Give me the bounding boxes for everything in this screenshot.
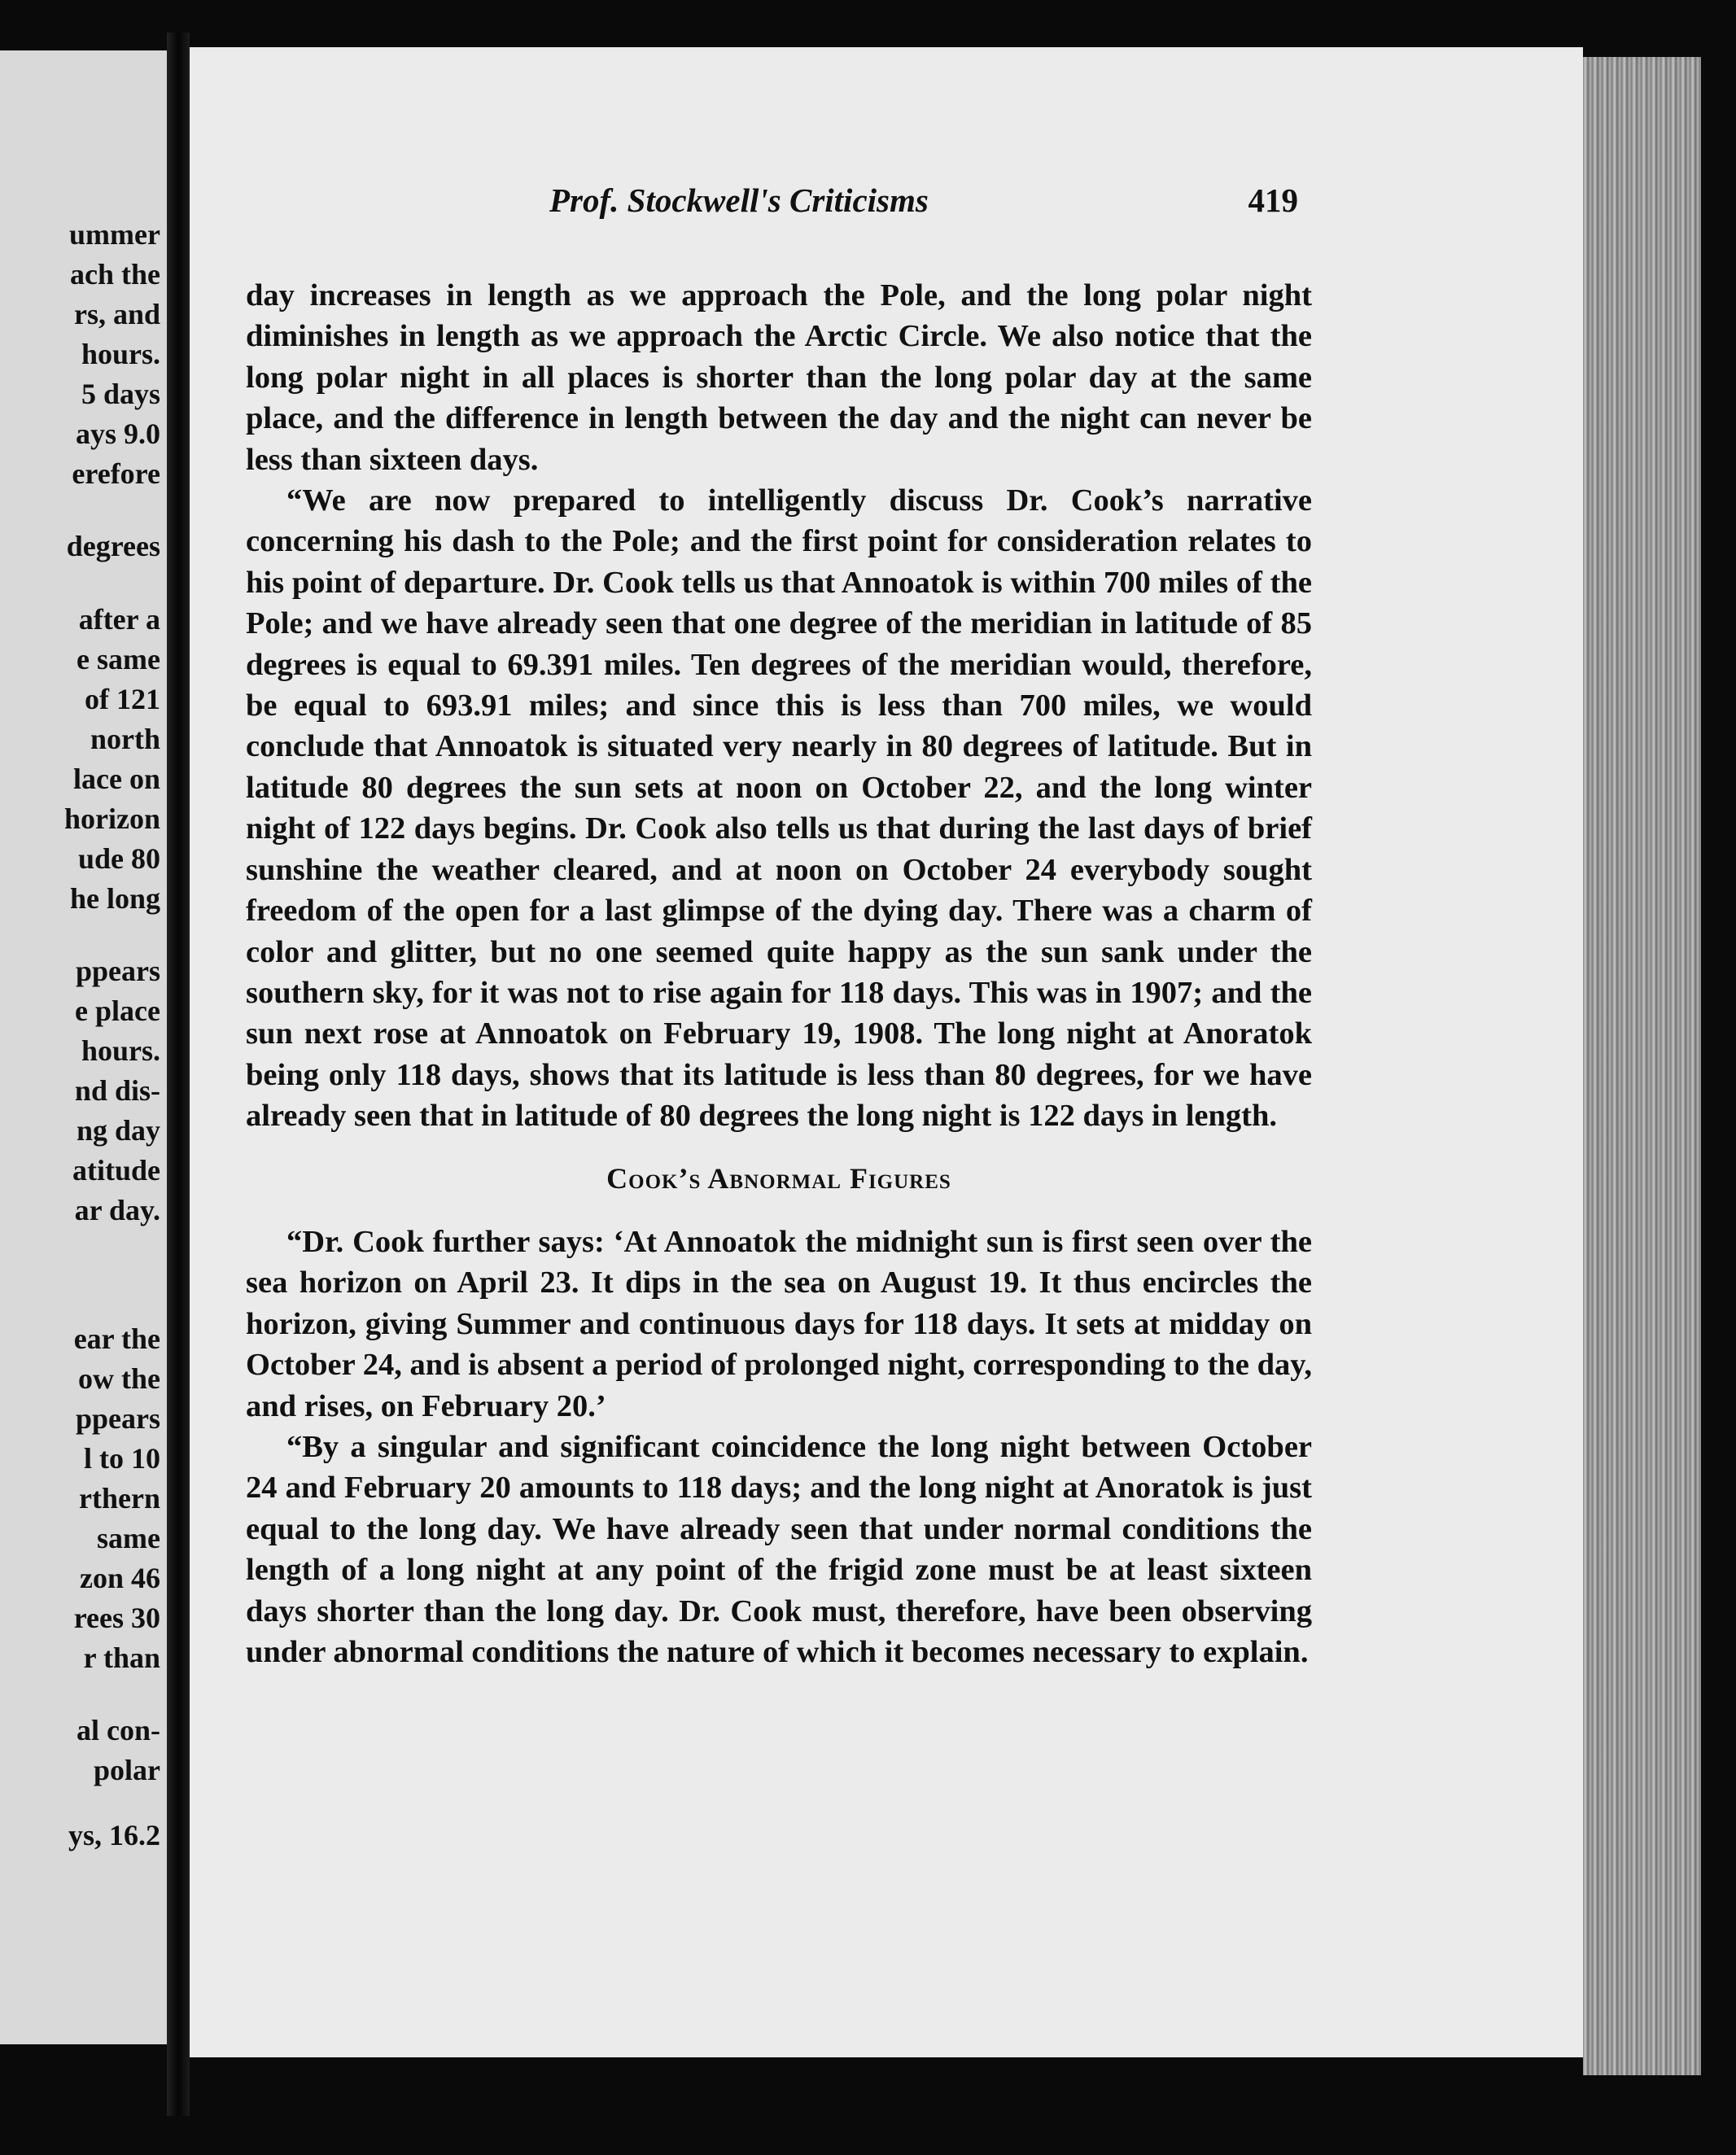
facing-page-line: ays 9.0 (75, 417, 160, 450)
facing-page-line: ppears (75, 1402, 160, 1435)
facing-page-line: rthern (79, 1482, 160, 1515)
facing-page-line: same (97, 1522, 160, 1554)
facing-page-line: ude 80 (77, 842, 160, 875)
facing-page-line: hours. (81, 1034, 160, 1067)
facing-page-line: e place (75, 994, 160, 1027)
page-number: 419 (1248, 181, 1298, 219)
running-title: Prof. Stockwell's Criticisms (549, 181, 929, 219)
facing-page-line: erefore (72, 457, 160, 490)
facing-page-line: lace on (73, 763, 160, 795)
facing-page-line: horizon (63, 802, 160, 835)
facing-page-line: ys, 16.2 (68, 1819, 160, 1851)
facing-page-line: after a (78, 603, 160, 636)
facing-page-line: ummer (69, 218, 160, 251)
facing-page-line: nd dis- (74, 1074, 160, 1107)
facing-page-line: ar day. (74, 1194, 160, 1226)
facing-page-line: al con- (77, 1714, 160, 1746)
facing-page-line: r than (83, 1641, 160, 1674)
facing-page-line: rs, and (73, 298, 160, 330)
facing-page-line: ppears (75, 955, 160, 987)
facing-page-line: ow the (78, 1362, 160, 1395)
facing-page-line: ach the (70, 258, 160, 291)
section-heading: Cook’s Abnormal Figures (606, 1161, 951, 1195)
facing-page-fragment (0, 50, 167, 2044)
paragraph: “Dr. Cook further says: ‘At Annoatok the midnight sun is first seen over the sea horizon on April 23. It dips in the sea on August 19. It thus encircles the horizon, giving Summer and continuous days for 118 days. It sets at midday on October 24, and is absent a period of prolonged night, corresponding to the day, and rises, on February 20.’ (246, 1224, 1312, 1423)
facing-page-line: atitude (72, 1154, 160, 1187)
body-text (246, 275, 1312, 1672)
facing-page-line: hours. (81, 338, 160, 370)
book-gutter (167, 33, 190, 2116)
running-head (549, 181, 1298, 229)
facing-page-line: north (90, 723, 160, 755)
paragraph: “By a singular and significant coincidence the long night between October 24 and February 20 amounts to 118 days; and the long night at Anoratok is just equal to the long day. We have already seen that under normal conditions the length of a long night at any point of the frigid zone must be at least sixteen days shorter than the long day. Dr. Cook must, therefore, have been observing under abnormal conditions the nature of which it becomes necessary to explain. (246, 1429, 1312, 1669)
facing-page-line: e same (77, 643, 160, 675)
facing-page-line: rees 30 (73, 1602, 160, 1634)
paragraph: day increases in length as we approach the Pole, and the long polar night diminishes in length as we approach the Arctic Circle. We also notice that the long polar night in all places is shorter than the long polar day at the same place, and the difference in length between the day and the night can never be less than sixteen days. (246, 278, 1312, 477)
facing-page-line: l to 10 (84, 1442, 160, 1475)
facing-page-line: degrees (66, 530, 160, 562)
facing-page-line: of 121 (85, 683, 160, 715)
facing-page-line: ng day (76, 1114, 160, 1147)
facing-page-line: 5 days (81, 378, 160, 410)
page-edge (1583, 57, 1701, 2075)
facing-page-line: polar (93, 1754, 160, 1786)
facing-page-line: zon 46 (80, 1562, 160, 1594)
paragraph: “We are now prepared to intelligently discuss Dr. Cook’s narrative concerning his dash to the Pole; and the first point for consideration relates to his point of departure. Dr. Cook tells us that Annoatok is within 700 miles of the Pole; and we have already seen that one degree of the meridian in latitude of 85 degrees is equal to 69.391 miles. Ten degrees of the meridian would, therefore, be equal to 693.91 miles; and since this is less than 700 miles, we would conclude that Annoatok is situated very nearly in 80 degrees of latitude. But in latitude 80 degrees the sun sets at noon on October 22, and the long winter night of 122 days begins. Dr. Cook also tells us that during the last days of brief sunshine the weather cleared, and at noon on October 24 everybody sought freedom of the open for a last glimpse of the dying day. There was a charm of color and glitter, but no one seemed quite happy as the sun sank under the southern sky, for it was not to rise again for 118 days. This was in 1907; and the sun next rose at Annoatok on February 19, 1908. The long night at Anoratok being only 118 days, shows that its latitude is less than 80 degrees, for we have already seen that in latitude of 80 degrees the long night is 122 days in length. (246, 483, 1312, 1134)
facing-page-line: ear the (73, 1322, 160, 1355)
facing-page-line: he long (69, 882, 160, 915)
